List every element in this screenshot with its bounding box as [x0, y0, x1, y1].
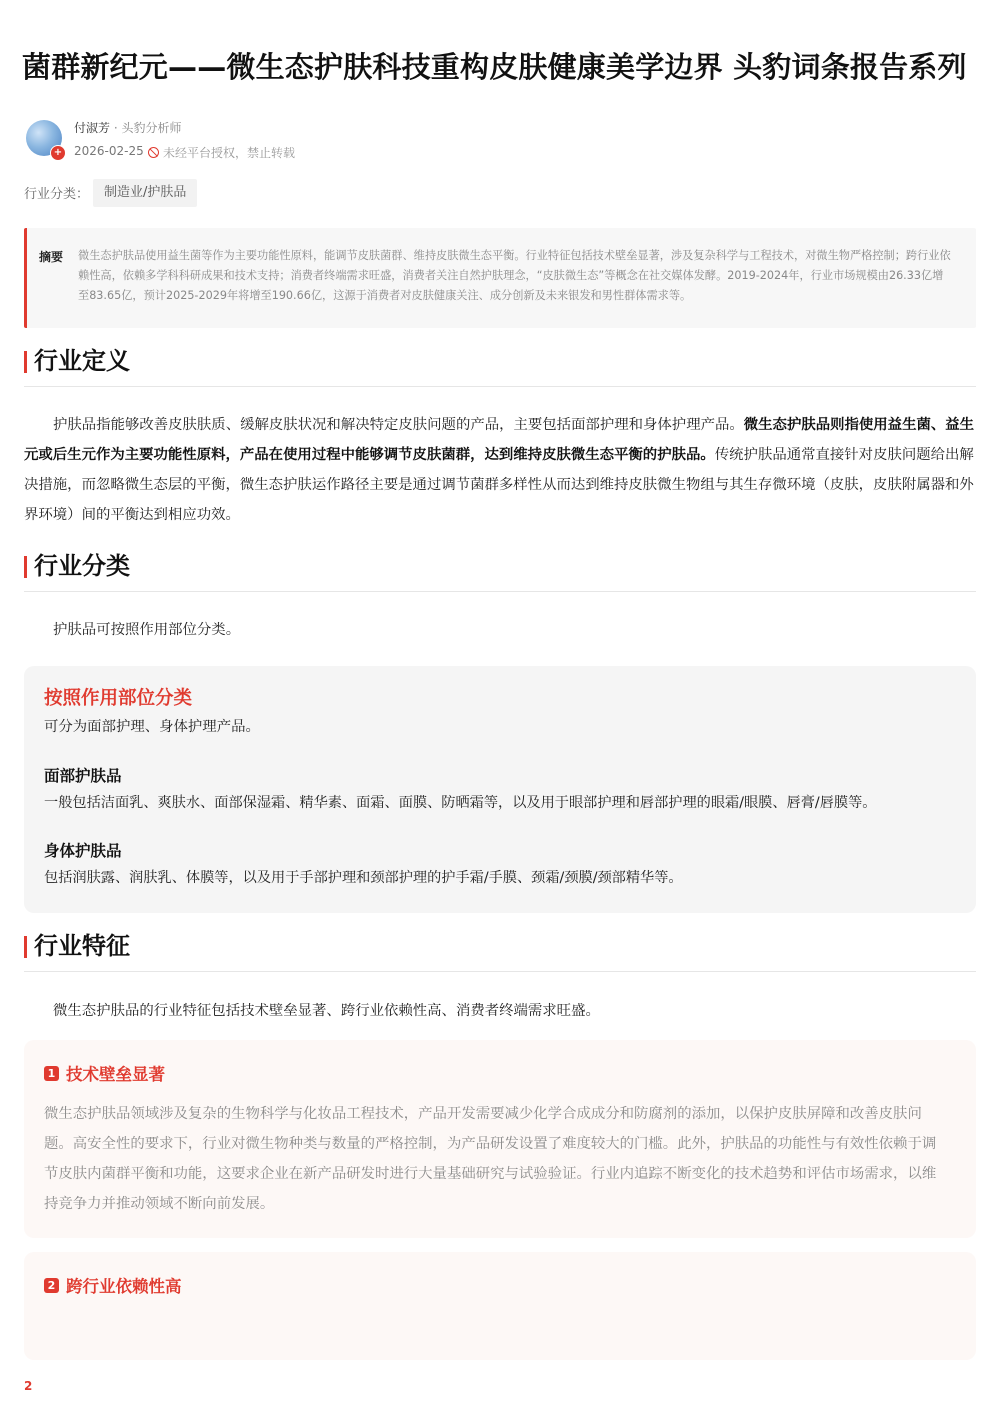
category-tag[interactable]: 制造业/护肤品: [93, 179, 197, 207]
section-heading-classification: [24, 545, 976, 592]
author-info: [26, 118, 626, 162]
section-marker: [24, 351, 27, 373]
abstract-label: 摘要: [39, 250, 64, 264]
feature-title: 技术壁垒显著: [66, 1065, 165, 1084]
classification-card: [24, 666, 976, 913]
definition-text-1: 护肤品指能够改善皮肤肤质、缓解皮肤状况和解决特定皮肤问题的产品，主要包括面部护理和身体护理产品。: [53, 417, 744, 433]
forbidden-icon: [148, 147, 159, 158]
section-heading-definition: [24, 340, 976, 387]
verified-badge-icon: +: [50, 145, 66, 161]
feature-card: [24, 1040, 976, 1238]
definition-paragraph: [24, 410, 976, 530]
card-title: 按照作用部位分类: [44, 688, 193, 709]
section-title: 行业特征: [34, 932, 130, 960]
copyright-notice-text: 未经平台授权，禁止转载: [163, 146, 296, 160]
definition-text-2: 传统护肤品通常直接针对皮肤问题给出解决措施，而忽略微生态层的平衡，微生态护肤运作路径主要是通过调节菌群多样性从而达到维持皮肤微生物组与其生存微环境（皮肤，皮肤附属器和外界环境）间的平衡达到相应功效。: [24, 447, 974, 523]
feature-number: 2: [44, 1278, 59, 1293]
publish-date: 2026-02-25: [74, 144, 144, 158]
author-name-line: [74, 119, 181, 136]
feature-title: 跨行业依赖性高: [66, 1277, 182, 1296]
page-title: 菌群新纪元——微生态护肤科技重构皮肤健康美学边界 头豹词条报告系列: [22, 50, 967, 85]
category-label: 行业分类：: [24, 187, 90, 202]
page-number: 2: [24, 1379, 33, 1393]
card-item-text-face: 一般包括洁面乳、爽肤水、面部保湿霜、精华素、面霜、面膜、防晒霜等，以及用于眼部护理和唇部护理的眼霜/眼膜、唇膏/唇膜等。: [44, 795, 877, 811]
features-intro: 微生态护肤品的行业特征包括技术壁垒显著、跨行业依赖性高、消费者终端需求旺盛。: [53, 1003, 600, 1019]
card-item-heading-face: 面部护肤品: [44, 767, 122, 785]
section-title: 行业分类: [34, 552, 130, 580]
definition-text-bold: 微生态护肤品则指使用益生菌、益生元或后生元作为主要功能性原料，产品在使用过程中能够调节皮肤菌群，达到维持皮肤微生态平衡的护肤品。: [24, 417, 975, 463]
card-item-text-body: 包括润肤露、润肤乳、体膜等，以及用于手部护理和颈部护理的护手霜/手膜、颈霜/颈膜/颈部精华等。: [44, 870, 683, 886]
card-item-heading-body: 身体护肤品: [44, 842, 122, 860]
classification-intro: 护肤品可按照作用部位分类。: [53, 622, 241, 638]
abstract-box: [24, 228, 976, 328]
avatar[interactable]: [26, 120, 62, 156]
section-title: 行业定义: [34, 347, 130, 375]
copyright-notice: [148, 144, 295, 161]
section-heading-features: [24, 925, 976, 972]
abstract-text: 微生态护肤品使用益生菌等作为主要功能性原料，能调节皮肤菌群、维持皮肤微生态平衡。行业特征包括技术壁垒显著，涉及复杂科学与工程技术，对微生物严格控制；跨行业依赖性高，依赖多学科科研成果和技术支持；消费者终端需求旺盛，消费者关注自然护肤理念，“皮肤微生态”等概念在社交媒体发酵。2019-2024年，行业市场规模由26.33亿增至83.65亿，预计2025-2029年将增至190.66亿，这源于消费者对皮肤健康关注、成分创新及未来银发和男性群体需求等。: [78, 249, 951, 302]
author-role: · 头豹分析师: [110, 121, 182, 135]
feature-text: 微生态护肤品领域涉及复杂的生物科学与化妆品工程技术，产品开发需要减少化学合成成分和防腐剂的添加，以保护皮肤屏障和改善皮肤问题。高安全性的要求下，行业对微生物种类与数量的严格控制，为产品研发设置了难度较大的门槛。此外，护肤品的功能性与有效性依赖于调节皮肤内菌群平衡和功能，这要求企业在新产品研发时进行大量基础研究与试验验证。行业内追踪不断变化的技术趋势和评估市场需求，以维持竞争力并推动领域不断向前发展。: [44, 1106, 937, 1212]
section-marker: [24, 936, 27, 958]
author-name[interactable]: 付淑芳: [74, 121, 111, 135]
section-marker: [24, 556, 27, 578]
feature-card: [24, 1252, 976, 1360]
feature-number: 1: [44, 1066, 59, 1081]
card-subtitle: 可分为面部护理、身体护理产品。: [44, 719, 260, 735]
